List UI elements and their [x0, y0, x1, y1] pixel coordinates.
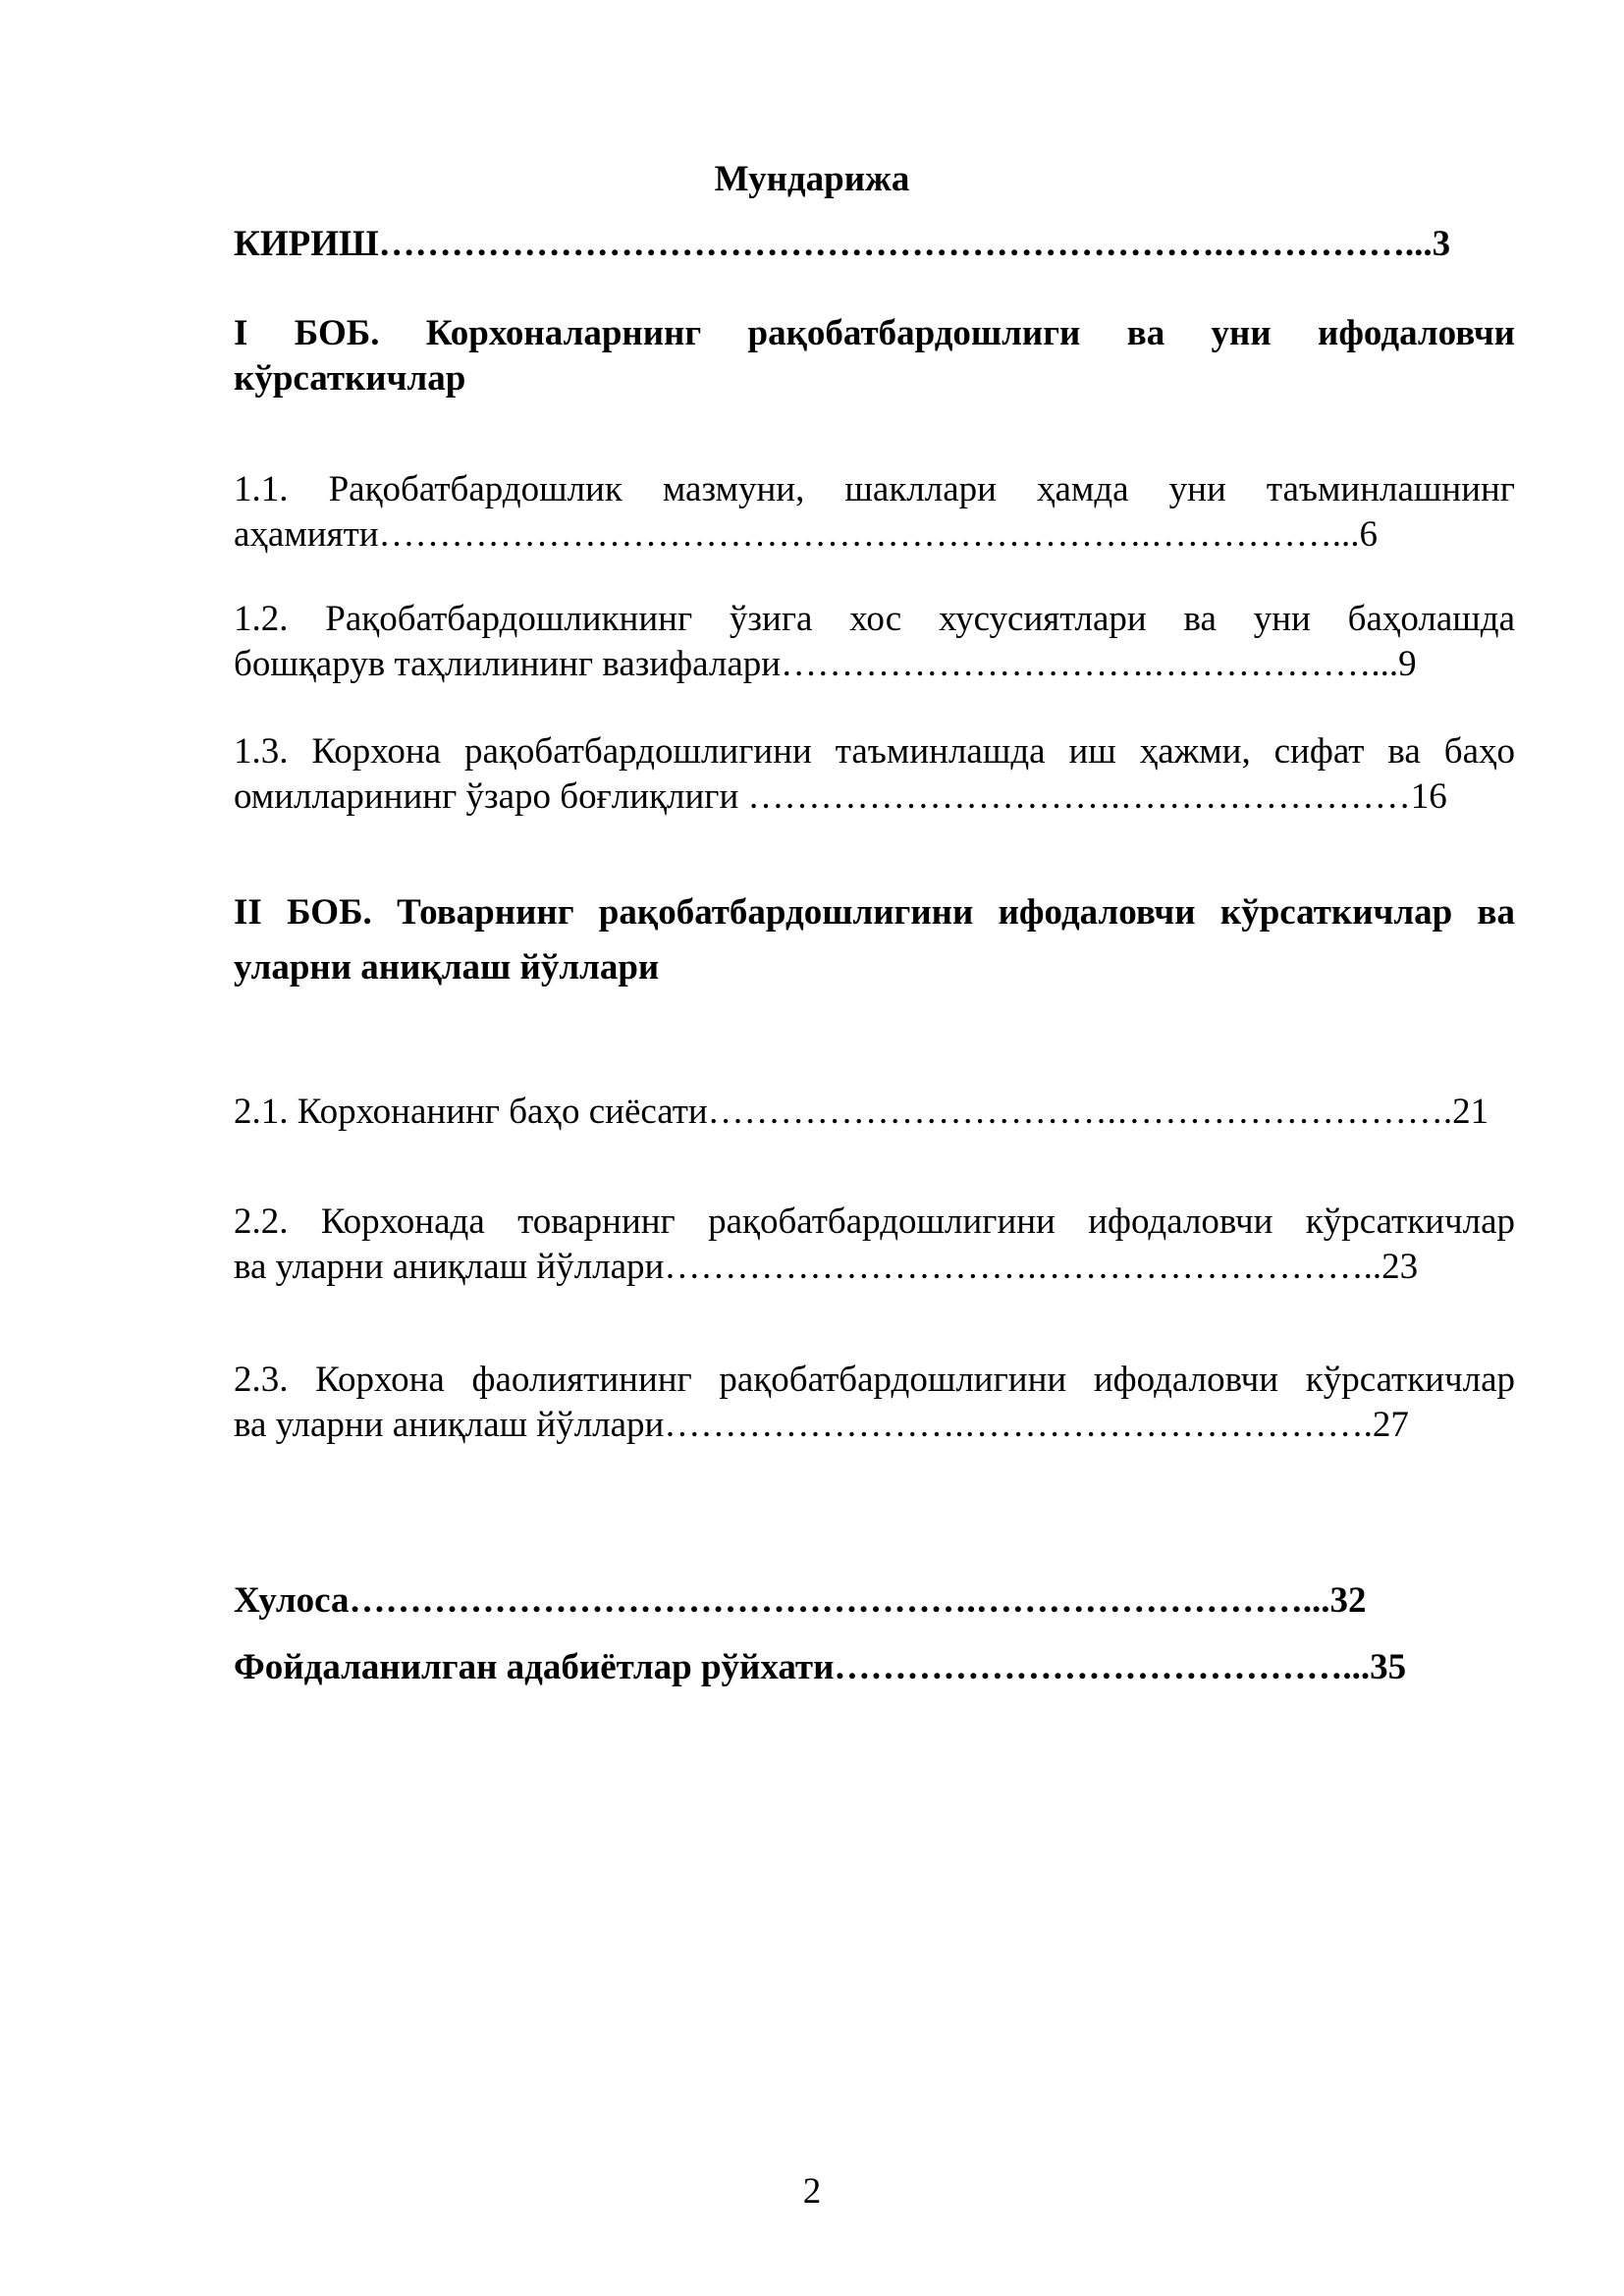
toc-entry-1-3: [234, 729, 1515, 820]
toc-entry-2-1: [234, 1090, 1515, 1135]
toc-entry-2-2: [234, 1200, 1515, 1290]
toc-entry-intro: [234, 222, 1515, 267]
toc-chapter-1: I БОБ. Корхоналарнинг рақобатбардошлиги ва уни ифодаловчи кўрсаткичлар: [234, 313, 1515, 399]
toc-entry-conclusion: [234, 1578, 1515, 1624]
toc-2-1-line1: 2.1. Корхонанинг баҳо сиёсати…………………………….……………………….21: [234, 1092, 1489, 1132]
toc-chapter-2-line2: уларни аниқлаш йўллари: [234, 947, 660, 988]
toc-1-2-line1: 1.2. Рақобатбардошликнинг ўзига хос хусусиятлари ва уни баҳолашда: [234, 599, 1515, 639]
toc-references-text: Фойдаланилган адабиётлар рўйхати……………………………………...35: [234, 1647, 1407, 1687]
toc-conclusion-text: Хулоса…………………………………………….………………………...32: [234, 1580, 1367, 1621]
toc-2-3-line1: 2.3. Корхона фаолиятининг рақобатбардошлигини ифодаловчи кўрсаткичлар: [234, 1360, 1515, 1400]
toc-chapter-2-line1: II БОБ. Товарнинг рақобатбардошлигини ифодаловчи кўрсаткичлар ва: [234, 892, 1515, 933]
toc-1-3-line1: 1.3. Корхона рақобатбардошлигини таъминлашда иш ҳажми, сифат ва баҳо: [234, 731, 1515, 772]
toc-1-3-line2: омилларининг ўзаро боғлиқлиги ………………………….……………………16: [234, 776, 1447, 817]
toc-chapter-2: [234, 885, 1515, 995]
toc-1-1-line1: 1.1. Рақобатбардошлик мазмуни, шакллари ҳамда уни таъминлашнинг: [234, 469, 1515, 509]
toc-1-2-line2: бошқарув таҳлилининг вазифалари………………………….………………...9: [234, 644, 1417, 684]
toc-2-2-line2: ва уларни аниқлаш йўллари………………………….………………………..23: [234, 1247, 1419, 1287]
toc-entry-1-1: [234, 467, 1515, 558]
toc-entry-1-2: [234, 597, 1515, 687]
toc-2-2-line1: 2.2. Корхонада товарнинг рақобатбардошлигини ифодаловчи кўрсаткичлар: [234, 1201, 1515, 1242]
toc-1-1-line2: аҳамияти……………………………………………………….……………...6: [234, 514, 1379, 555]
toc-intro-text: КИРИШ…………………………………………………………….……………...3: [234, 224, 1451, 264]
page-number: 2: [802, 2171, 822, 2212]
page-title: Мундарижа: [714, 159, 910, 199]
toc-2-3-line2: ва уларни аниқлаш йўллари…………………….…………………………….27: [234, 1405, 1409, 1445]
toc-entry-2-3: [234, 1358, 1515, 1448]
toc-entry-references: [234, 1645, 1515, 1690]
